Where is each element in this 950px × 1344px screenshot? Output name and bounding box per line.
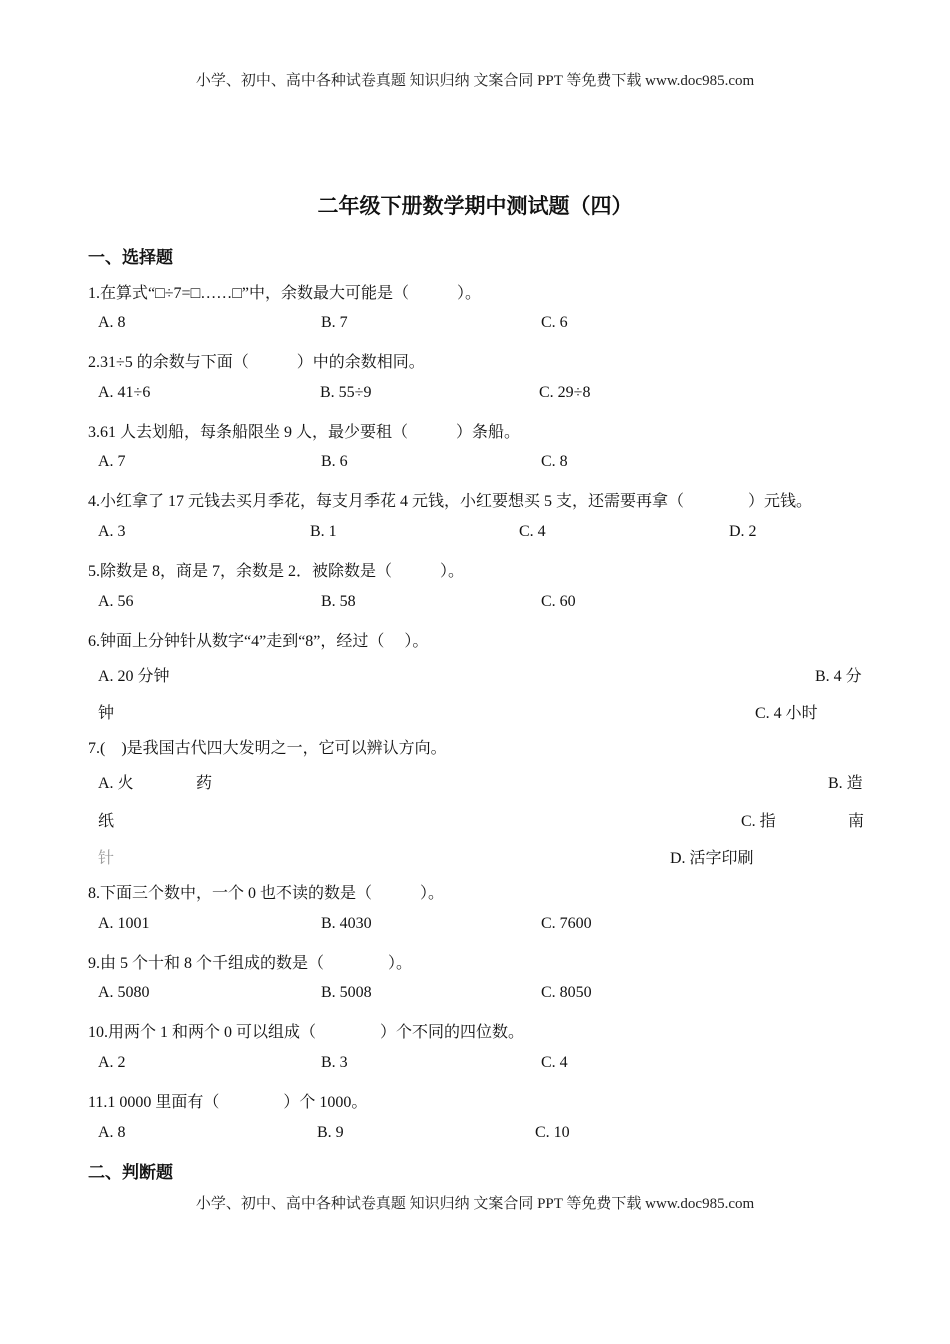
question-10-option-a: A. 2 xyxy=(98,1054,126,1071)
question-1-option-c: C. 6 xyxy=(541,314,568,331)
question-4-option-d: D. 2 xyxy=(729,523,757,540)
page-header-banner: 小学、初中、高中各种试卷真题 知识归纳 文案合同 PPT 等免费下载 www.doc985.com xyxy=(195,73,755,89)
question-10-option-c: C. 4 xyxy=(541,1054,568,1071)
question-5: 5.除数是 8，商是 7，余数是 2．被除数是（ ）。 xyxy=(88,563,465,580)
question-9-option-c: C. 8050 xyxy=(541,984,592,1001)
question-7-option-a: A. 火 xyxy=(98,775,134,792)
question-11-option-b: B. 9 xyxy=(317,1124,344,1141)
page-title: 二年级下册数学期中测试题（四） xyxy=(317,194,633,218)
question-2-option-c: C. 29÷8 xyxy=(539,384,591,401)
question-7-option-c-wrap: 针 xyxy=(98,850,115,867)
question-3-option-c: C. 8 xyxy=(541,453,568,470)
question-1-option-a: A. 8 xyxy=(98,314,126,331)
question-7-option-b: B. 造 xyxy=(828,775,863,792)
question-11: 11.1 0000 里面有（ ）个 1000。 xyxy=(88,1094,368,1111)
question-6-option-b: B. 4 分 xyxy=(815,668,862,685)
question-9-option-a: A. 5080 xyxy=(98,984,150,1001)
question-2-option-a: A. 41÷6 xyxy=(98,384,151,401)
question-4: 4.小红拿了 17 元钱去买月季花，每支月季花 4 元钱，小红要想买 5 支，还需要再拿（ ）元钱。 xyxy=(88,493,813,510)
question-2: 2.31÷5 的余数与下面（ ）中的余数相同。 xyxy=(88,354,425,371)
page-footer-banner: 小学、初中、高中各种试卷真题 知识归纳 文案合同 PPT 等免费下载 www.doc985.com xyxy=(195,1196,755,1212)
question-1-option-b: B. 7 xyxy=(321,314,348,331)
question-7-option-d: D. 活字印刷 xyxy=(670,850,754,867)
question-3: 3.61 人去划船，每条船限坐 9 人，最少要租（ ）条船。 xyxy=(88,424,521,441)
question-8-option-a: A. 1001 xyxy=(98,915,150,932)
question-7-option-c-part2: 南 xyxy=(848,813,865,830)
question-11-option-a: A. 8 xyxy=(98,1124,126,1141)
question-7-option-c: C. 指 xyxy=(741,813,776,830)
question-8-option-b: B. 4030 xyxy=(321,915,372,932)
question-1: 1.在算式“□÷7=□……□”中，余数最大可能是（ ）。 xyxy=(88,285,482,302)
question-3-option-a: A. 7 xyxy=(98,453,126,470)
question-7: 7.( )是我国古代四大发明之一，它可以辨认方向。 xyxy=(88,740,447,757)
question-5-option-c: C. 60 xyxy=(541,593,576,610)
question-4-option-a: A. 3 xyxy=(98,523,126,540)
question-10: 10.用两个 1 和两个 0 可以组成（ ）个不同的四位数。 xyxy=(88,1024,525,1041)
question-2-option-b: B. 55÷9 xyxy=(320,384,372,401)
question-6-option-b-wrap: 钟 xyxy=(98,705,115,722)
question-7-option-b-wrap: 纸 xyxy=(98,813,115,830)
question-9-option-b: B. 5008 xyxy=(321,984,372,1001)
question-5-option-b: B. 58 xyxy=(321,593,356,610)
section-heading-multiple-choice: 一、选择题 xyxy=(88,248,173,268)
question-10-option-b: B. 3 xyxy=(321,1054,348,1071)
question-7-option-a-part2: 药 xyxy=(196,775,213,792)
question-4-option-b: B. 1 xyxy=(310,523,337,540)
section-heading-true-false: 二、判断题 xyxy=(88,1163,173,1183)
question-6: 6.钟面上分钟针从数字“4”走到“8”，经过（ ）。 xyxy=(88,633,429,650)
question-8: 8.下面三个数中，一个 0 也不读的数是（ ）。 xyxy=(88,885,445,902)
question-3-option-b: B. 6 xyxy=(321,453,348,470)
question-4-option-c: C. 4 xyxy=(519,523,546,540)
question-11-option-c: C. 10 xyxy=(535,1124,570,1141)
question-8-option-c: C. 7600 xyxy=(541,915,592,932)
question-5-option-a: A. 56 xyxy=(98,593,134,610)
question-6-option-c: C. 4 小时 xyxy=(755,705,818,722)
question-9: 9.由 5 个十和 8 个千组成的数是（ ）。 xyxy=(88,955,413,972)
question-6-option-a: A. 20 分钟 xyxy=(98,668,170,685)
